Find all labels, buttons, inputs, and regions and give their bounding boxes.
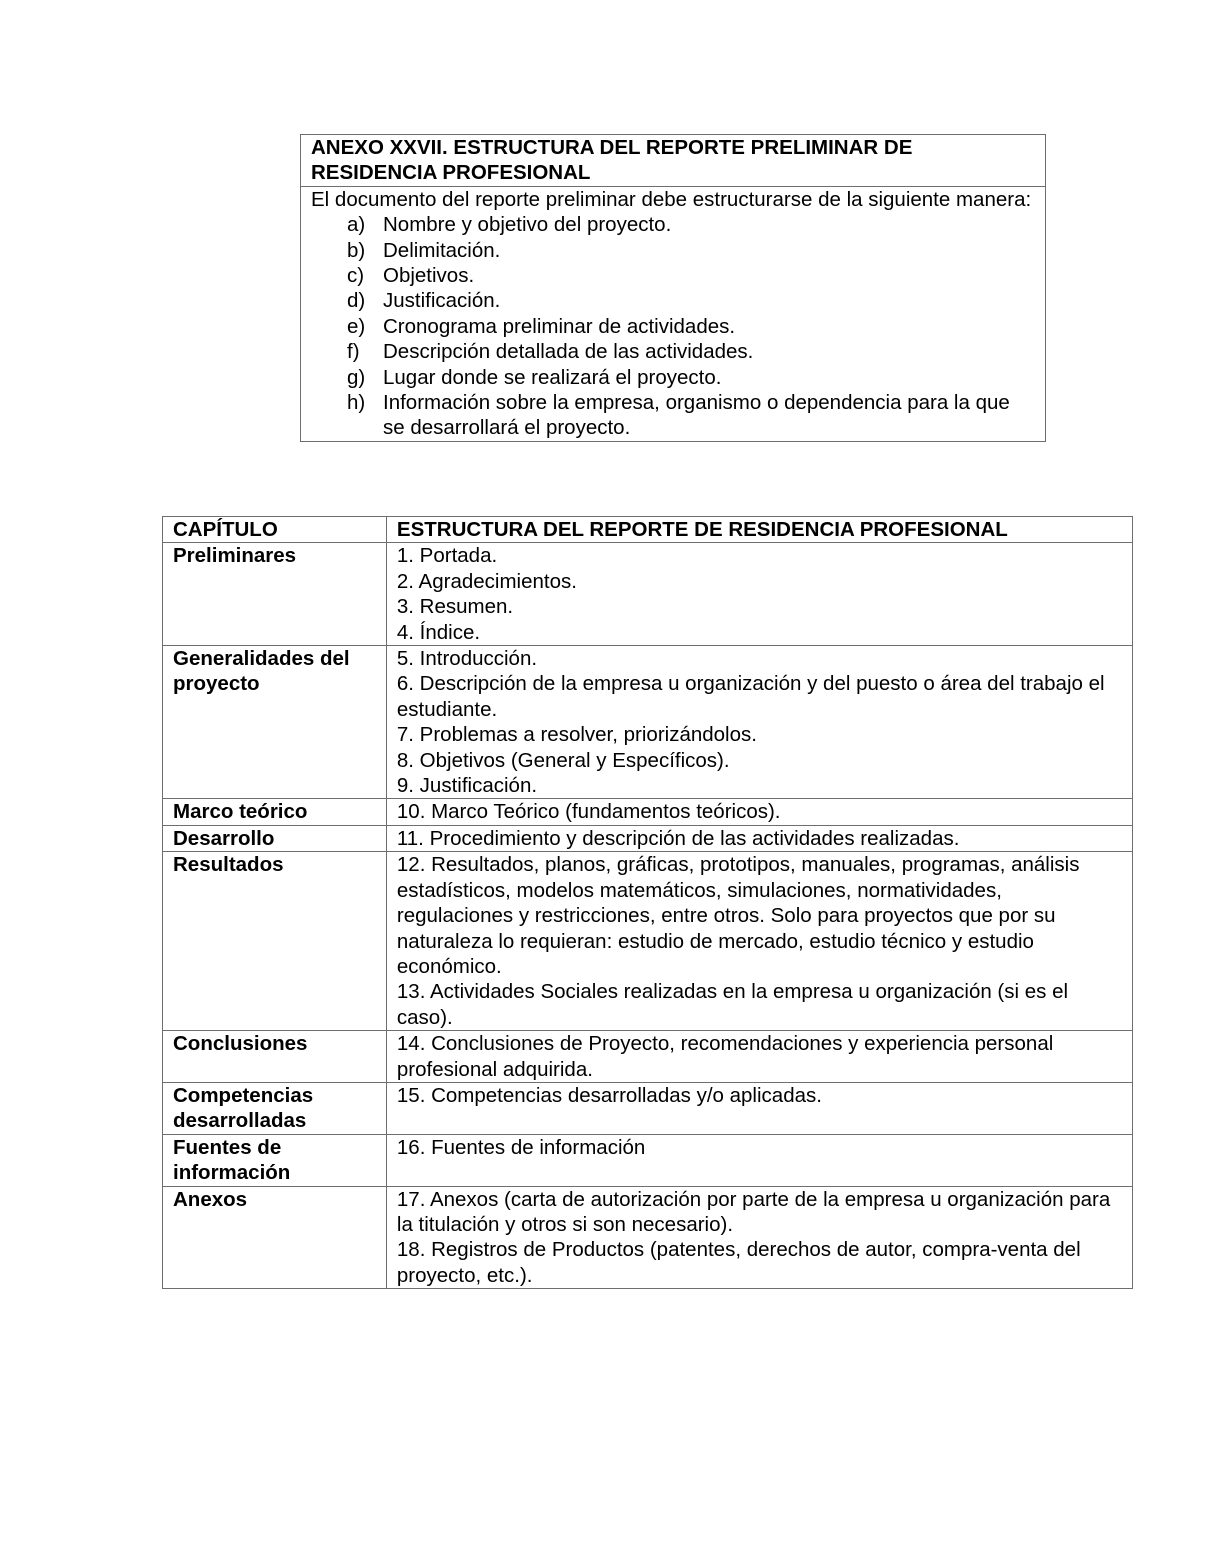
list-text: Información sobre la empresa, organismo o dependencia para la que se desarrollará el proyecto. xyxy=(383,391,1010,440)
item-text: 17. Anexos (carta de autorización por parte de la empresa u organización para la titulación y otros si son necesario). xyxy=(396,1187,1111,1236)
table-row xyxy=(163,1186,1133,1289)
list-letter: h) xyxy=(347,391,366,415)
items-cell xyxy=(386,543,1132,646)
annex-intro: El documento del reporte preliminar debe estructurarse de la siguiente manera: xyxy=(311,187,1032,211)
list-text: Cronograma preliminar de actividades. xyxy=(383,314,736,338)
structure-table xyxy=(162,516,1133,1289)
list-item xyxy=(311,212,1035,237)
list-letter: b) xyxy=(347,238,366,262)
items-cell xyxy=(386,646,1132,799)
header-items: ESTRUCTURA DEL REPORTE DE RESIDENCIA PROFESIONAL xyxy=(386,517,1132,543)
list-letter: c) xyxy=(347,264,365,288)
items-cell xyxy=(386,1186,1132,1289)
list-letter: g) xyxy=(347,365,366,389)
item-text: 6. Descripción de la empresa u organización y del puesto o área del trabajo el estudiante. xyxy=(396,672,1105,721)
item-text: 8. Objetivos (General y Específicos). xyxy=(396,748,730,772)
list-text: Delimitación. xyxy=(383,238,501,262)
list-item xyxy=(311,339,1035,364)
item-text: 7. Problemas a resolver, priorizándolos. xyxy=(396,723,757,747)
list-item xyxy=(311,288,1035,313)
chapter-cell: Generalidades del proyecto xyxy=(163,646,387,799)
item-text: 5. Introducción. xyxy=(396,647,538,671)
table-row xyxy=(163,799,1133,825)
item-text: 12. Resultados, planos, gráficas, prototipos, manuales, programas, análisis estadísticos, modelos matemáticos, simulaciones, normatividades, regulaciones y restricciones, entre otros. Solo para proyectos que por su naturaleza lo requieran: estudio de mercado, estudio técnico y estudio económico. xyxy=(396,853,1080,978)
item-text: 15. Competencias desarrolladas y/o aplicadas. xyxy=(396,1083,822,1107)
list-item xyxy=(311,263,1035,288)
items-cell xyxy=(386,852,1132,1031)
list-letter: a) xyxy=(347,213,366,237)
list-item xyxy=(311,314,1035,339)
items-cell xyxy=(386,825,1132,851)
chapter-cell: Conclusiones xyxy=(163,1031,387,1083)
item-text: 16. Fuentes de información xyxy=(396,1135,646,1159)
table-row xyxy=(163,1082,1133,1134)
list-text: Descripción detallada de las actividades. xyxy=(383,340,754,364)
chapter-cell: Fuentes de información xyxy=(163,1134,387,1186)
item-text: 2. Agradecimientos. xyxy=(396,569,577,593)
item-text: 13. Actividades Sociales realizadas en la empresa u organización (si es el caso). xyxy=(396,980,1069,1029)
items-cell xyxy=(386,1134,1132,1186)
chapter-cell: Resultados xyxy=(163,852,387,1031)
annex-body-row xyxy=(301,186,1046,441)
table-row xyxy=(163,1031,1133,1083)
items-cell xyxy=(386,1082,1132,1134)
list-letter: d) xyxy=(347,289,366,313)
chapter-cell: Desarrollo xyxy=(163,825,387,851)
chapter-cell: Preliminares xyxy=(163,543,387,646)
item-text: 11. Procedimiento y descripción de las actividades realizadas. xyxy=(396,826,960,850)
list-item xyxy=(311,390,1035,441)
table-row xyxy=(163,825,1133,851)
chapter-cell: Anexos xyxy=(163,1186,387,1289)
items-cell xyxy=(386,799,1132,825)
list-letter: e) xyxy=(347,314,366,338)
list-text: Objetivos. xyxy=(383,264,475,288)
annex-body xyxy=(301,186,1046,441)
item-text: 1. Portada. xyxy=(396,544,498,568)
list-text: Nombre y objetivo del proyecto. xyxy=(383,213,672,237)
list-item xyxy=(311,238,1035,263)
table-header-row xyxy=(163,517,1133,543)
list-item xyxy=(311,365,1035,390)
item-text: 4. Índice. xyxy=(396,620,481,644)
table-row xyxy=(163,852,1133,1031)
item-text: 14. Conclusiones de Proyecto, recomendaciones y experiencia personal profesional adquirida. xyxy=(396,1032,1054,1081)
item-text: 3. Resumen. xyxy=(396,595,514,619)
annex-list xyxy=(311,212,1035,441)
annex-table xyxy=(300,134,1046,442)
table-row xyxy=(163,646,1133,799)
header-chapter: CAPÍTULO xyxy=(163,517,387,543)
chapter-cell: Marco teórico xyxy=(163,799,387,825)
list-text: Justificación. xyxy=(383,289,501,313)
item-text: 9. Justificación. xyxy=(396,774,538,798)
annex-title: ANEXO XXVII. ESTRUCTURA DEL REPORTE PRELIMINAR DE RESIDENCIA PROFESIONAL xyxy=(301,135,1046,187)
item-text: 18. Registros de Productos (patentes, derechos de autor, compra-venta del proyecto, etc.). xyxy=(396,1238,1081,1287)
list-text: Lugar donde se realizará el proyecto. xyxy=(383,365,722,389)
chapter-cell: Competencias desarrolladas xyxy=(163,1082,387,1134)
item-text: 10. Marco Teórico (fundamentos teóricos). xyxy=(396,800,781,824)
list-letter: f) xyxy=(347,340,360,364)
table-row xyxy=(163,1134,1133,1186)
annex-title-row xyxy=(301,135,1046,187)
items-cell xyxy=(386,1031,1132,1083)
table-row xyxy=(163,543,1133,646)
